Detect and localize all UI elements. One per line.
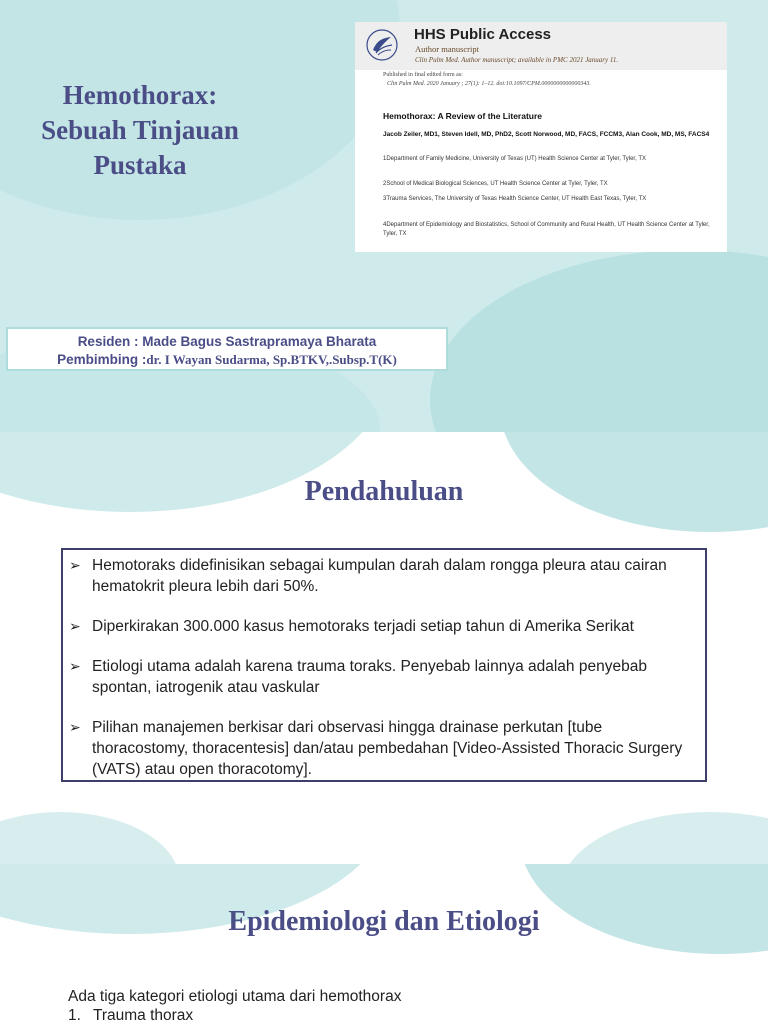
list-item-text: Trauma thorax (92, 1007, 194, 1024)
title-slide (0, 0, 768, 432)
list-item (68, 1007, 193, 1024)
list-number: 1. (68, 1007, 81, 1024)
bullet-text: Hemotoraks didefinisikan sebagai kumpulan darah dalam rongga pleura atau cairan hematokrit pleura lebih dari 50%. (92, 557, 667, 595)
intro-text: Ada tiga kategori etiologi utama dari hemothorax (68, 988, 402, 1005)
slide-heading: Pendahuluan (304, 476, 464, 507)
arrow-bullet-icon: ➢ (69, 719, 81, 735)
pembimbing-value: dr. I Wayan Sudarma, Sp.BTKV,.Subsp.T(K) (146, 352, 397, 367)
epidemiologi-slide (0, 864, 768, 1024)
paper-citation: Clin Pulm Med. 2020 January ; 27(1): 1–12. doi:10.1097/CPM.0000000000000343. (387, 81, 591, 87)
paper-affiliation: 2School of Medical Biological Sciences, UT Health Science Center at Tyler, Tyler, TX (383, 181, 608, 187)
paper-published-label: Published in final edited form as: (383, 72, 463, 78)
presentation-title (20, 78, 260, 183)
hhs-eagle-logo-icon (365, 28, 399, 62)
residen-line: Residen : Made Bagus Sastrapramaya Bharata (77, 334, 377, 349)
paper-author-manuscript: Author manuscript (415, 44, 479, 54)
paper-title: Hemothorax: A Review of the Literature (383, 111, 543, 121)
paper-availability: Clin Pulm Med. Author manuscript; available in PMC 2021 January 11. (415, 56, 619, 64)
bullet-text: Diperkirakan 300.000 kasus hemotoraks terjadi setiap tahun di Amerika Serikat (92, 618, 634, 635)
paper-affiliation: 4Department of Epidemiology and Biostatistics, School of Community and Rural Health, UT Health Science Center at Tyler, Tyler, TX (383, 222, 710, 237)
title-line: Hemothorax: (62, 80, 218, 110)
paper-affiliation: 1Department of Family Medicine, University of Texas (UT) Health Science Center at Tyler, Tyler, TX (383, 156, 646, 162)
background-wave (560, 812, 768, 864)
slide-heading: Epidemiologi dan Etiologi (228, 906, 540, 937)
arrow-bullet-icon: ➢ (69, 557, 81, 573)
bullet-box (61, 548, 707, 782)
background-wave (0, 812, 180, 864)
paper-authors: Jacob Zeiler, MD1, Steven Idell, MD, PhD2, Scott Norwood, MD, FACS, FCCM3, Alan Cook, MD, MS, FACS4 (383, 131, 710, 138)
arrow-bullet-icon: ➢ (69, 618, 81, 634)
bullet-text: Etiologi utama adalah karena trauma toraks. Penyebab lainnya adalah penyebab spontan, iatrogenik atau vaskular (92, 658, 647, 696)
pembimbing-label: Pembimbing : (57, 352, 147, 367)
paper-header-bar (355, 22, 727, 70)
title-line: Pustaka (93, 150, 187, 180)
paper-publication-info (383, 71, 591, 89)
presenter-info-box (6, 327, 448, 371)
paper-affiliation: 3Trauma Services, The University of Texas Health Science Center, UT Health East Texas, Tyler, TX (383, 196, 647, 202)
background-wave (430, 250, 768, 432)
paper-header-title: HHS Public Access (414, 26, 551, 43)
pendahuluan-slide (0, 432, 768, 864)
arrow-bullet-icon: ➢ (69, 658, 81, 674)
title-line: Sebuah Tinjauan (41, 115, 239, 145)
paper-thumbnail (355, 22, 727, 252)
bullet-text: Pilihan manajemen berkisar dari observasi hingga drainase perkutan [tube thoracostomy, thoracentesis] dan/atau pembedahan [Video-Assisted Thoracic Surgery (VATS) atau open thoracotomy]. (92, 719, 683, 778)
pembimbing-line (8, 352, 446, 368)
